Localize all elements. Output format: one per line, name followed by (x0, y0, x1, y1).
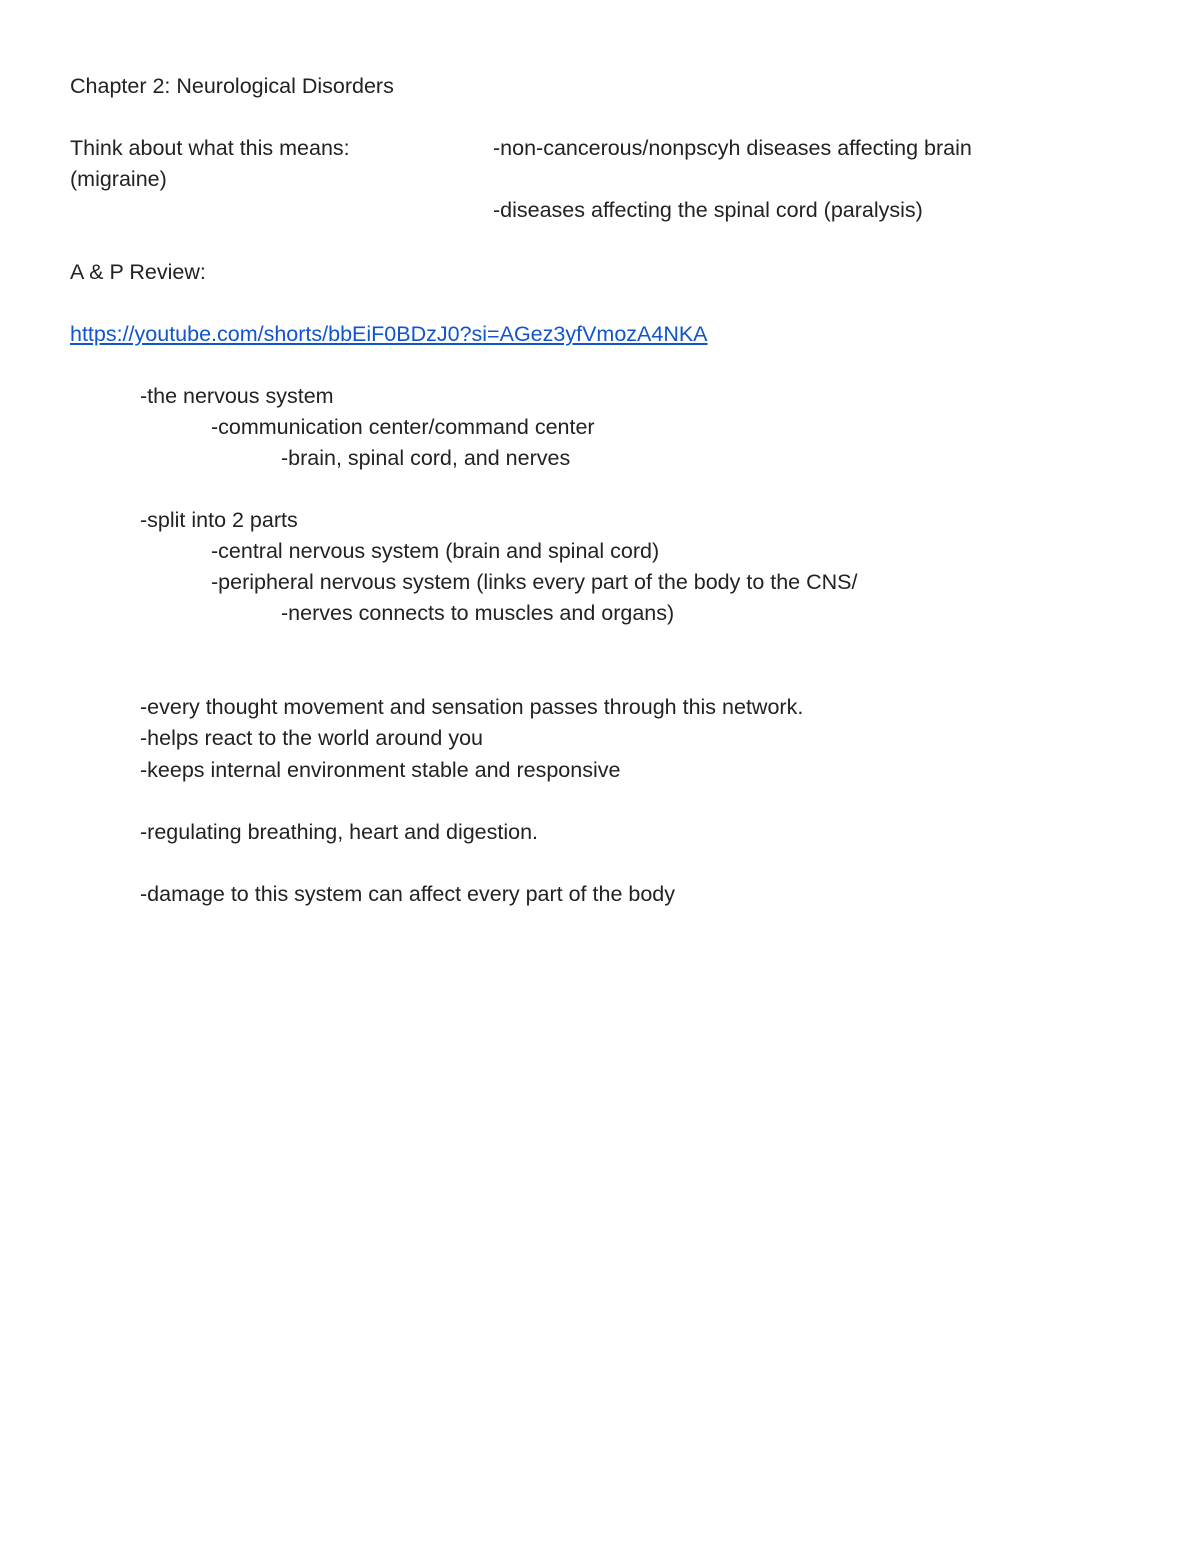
note-nervous-system: -the nervous system (140, 384, 334, 408)
note-nerves: -nerves connects to muscles and organs) (281, 601, 675, 625)
note-keeps-internal: -keeps internal environment stable and responsive (140, 758, 621, 782)
prompt-label: Think about what this means: (70, 136, 350, 160)
prompt-answer-brain-wrap: (migraine) (70, 167, 167, 191)
note-damage: -damage to this system can affect every part of the body (140, 882, 675, 906)
note-communication-center: -communication center/command center (211, 415, 595, 439)
note-regulating: -regulating breathing, heart and digestion. (140, 820, 539, 844)
note-split: -split into 2 parts (140, 508, 298, 532)
prompt-answer-brain: -non-cancerous/nonpscyh diseases affecting brain (493, 136, 972, 160)
note-cns: -central nervous system (brain and spinal cord) (211, 539, 660, 563)
note-components: -brain, spinal cord, and nerves (281, 446, 571, 470)
review-heading: A & P Review: (70, 260, 206, 284)
note-helps-react: -helps react to the world around you (140, 726, 484, 750)
note-every-thought: -every thought movement and sensation passes through this network. (140, 695, 804, 719)
video-link[interactable]: https://youtube.com/shorts/bbEiF0BDzJ0?si=AGez3yfVmozA4NKA (70, 322, 708, 346)
note-pns: -peripheral nervous system (links every part of the body to the CNS/ (211, 570, 858, 594)
prompt-answer-spinal: -diseases affecting the spinal cord (paralysis) (493, 198, 923, 222)
document-title: Chapter 2: Neurological Disorders (70, 74, 394, 98)
